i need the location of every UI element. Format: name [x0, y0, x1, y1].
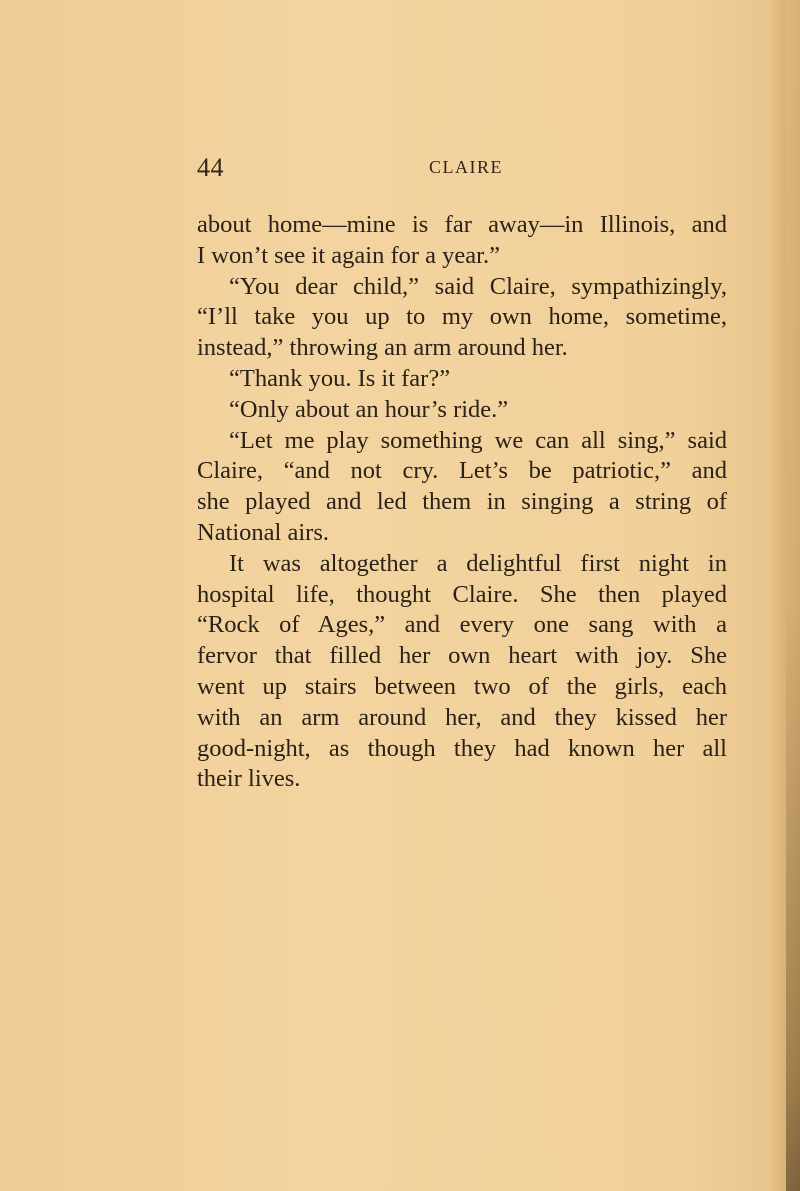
text-line: about home—mine is far away—in Illinois, and — [197, 211, 727, 238]
text-line: “Only about an hour’s ride.” — [229, 395, 509, 423]
text-line: “You dear child,” said Claire, sympathizingly, — [229, 272, 727, 300]
text-line: Claire, “and not cry. Let’s be patriotic,” and — [197, 457, 727, 485]
text-line: I won’t see it again for a year.” — [197, 241, 500, 269]
text-line: instead,” throwing an arm around her. — [197, 334, 568, 362]
text-line: she played and led them in singing a string of — [197, 488, 727, 516]
text-line: their lives. — [197, 765, 301, 793]
page-edge-shadow — [786, 0, 800, 1191]
text-line: It was altogether a delightful first night in — [229, 549, 727, 577]
page-header — [197, 153, 727, 183]
page-number: 44 — [197, 153, 224, 182]
text-line: with an arm around her, and they kissed her — [197, 703, 727, 731]
text-line: went up stairs between two of the girls, each — [197, 672, 727, 700]
text-line: “Let me play something we can all sing,” said — [229, 426, 727, 454]
text-line: fervor that filled her own heart with joy. She — [197, 642, 727, 670]
text-line: hospital life, thought Claire. She then played — [197, 580, 727, 608]
text-line: “Thank you. Is it far?” — [229, 364, 451, 392]
text-line: National airs. — [197, 518, 329, 546]
text-line: good-night, as though they had known her all — [197, 734, 727, 762]
text-line: “I’ll take you up to my own home, sometime, — [197, 303, 727, 331]
body-text — [197, 210, 727, 795]
running-title: CLAIRE — [429, 157, 503, 177]
text-line: “Rock of Ages,” and every one sang with a — [197, 611, 727, 639]
